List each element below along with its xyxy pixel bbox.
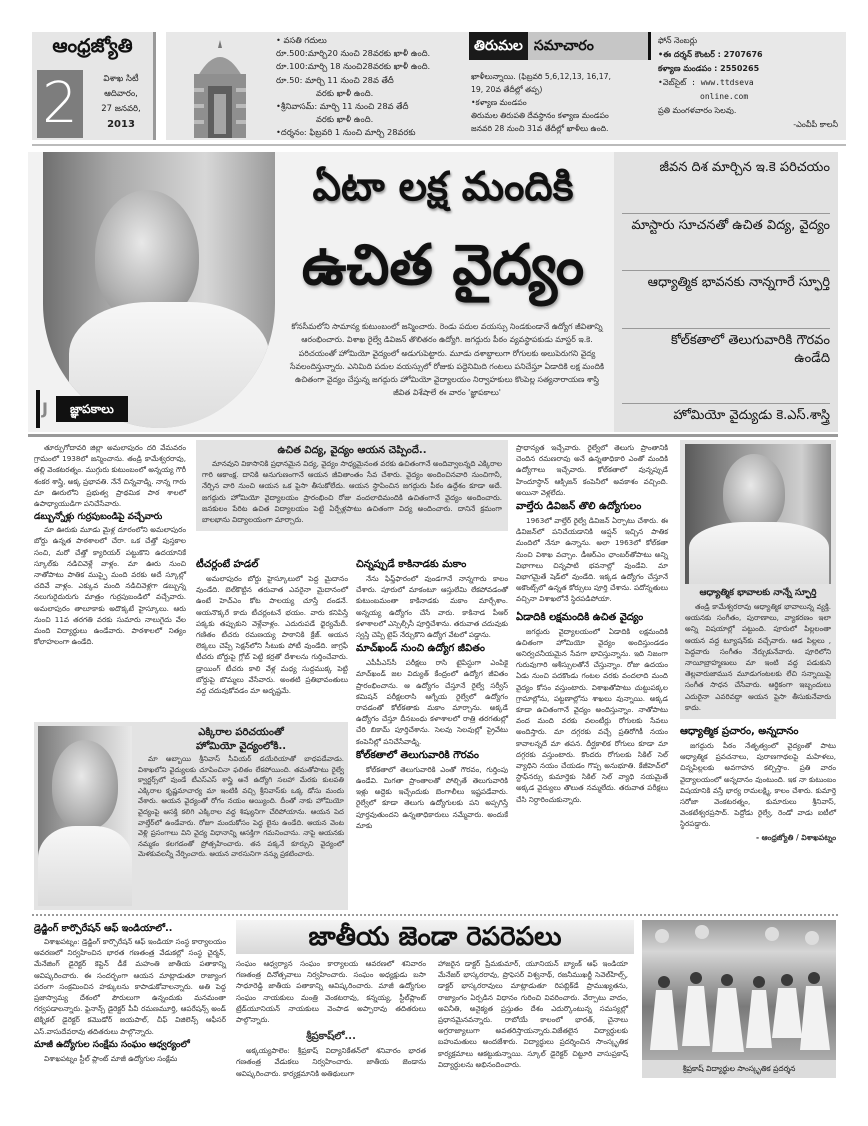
info-line: •కళ్యాణ మండపం bbox=[471, 98, 527, 107]
phone-line: •ఈ దర్శన్ కౌంటర్ : 2707676 bbox=[658, 50, 763, 59]
flag-col1 bbox=[236, 958, 426, 1079]
box-title: ఉచిత విద్య, వైద్యం ఆయన చెప్పిందే.. bbox=[277, 445, 427, 456]
inset-title-2: హోమియో వైద్యంలోకి.. bbox=[195, 741, 287, 752]
portrait-photo bbox=[43, 152, 275, 428]
paragraph: అమలాపురం బోర్డు హైస్కూలులో పెద్ద మైదానం వుండేది. బెల్‌కొట్టిన తరువాత ఎవరైనా మైదానంలో ఉంటే హెచ్‌ఎం కోట పాలయ్య చూస్తే దండనే. ఆయనొక్కరే కాదు టీచర్లంటనే భయం. వారు కనిపిస్తే పక్కకు తప్పుకుని వెళ్లేవాళ్లం. ఎదురుపడే ధైర్యమేదీ. గణితం టీచరు రమణయ్య పాఠానికి క్రేజ్. ఆయన లెక్కలు చెప్పే సెక్షన్‌లోని సీటుకు పోటీ వుండేది. జాగ్రఫీ టీచరు బోర్డుపై గ్లోబ్ పెట్టి కర్రతో దేశాలను గుర్తించేవారు. డ్రాయింగ్ టీచరు కాలి వేళ్ల మధ్య సుద్దముక్క పెట్టి బోర్డుపై బొమ్మలు వేసేవారు. అంతటి ప్రతిభావంతులు వద్ద చదువుకోవడం మా అదృష్టమే. bbox=[196, 574, 348, 696]
paragraph: తూర్పుగోదావరి జిల్లా అమలాపురం దరి వేమవరం గ్రామంలో 1938లో జన్మించాను. తండ్రి కామేశ్వరరావు, తల్లి వెంకటరత్నం. ముగ్గురు కుటుంబంలో అన్నయ్య గౌరీ శంకర శాస్త్రి, అక్క ప్రభావతి. నేనే చిన్నవాడ్ని. నాన్న గారు మా ఊరులోని ప్రభుత్వ ప్రాథమిక పాఠ శాలలో ఉపాధ్యాయుడిగా పనిచేసేవారు. bbox=[34, 443, 186, 509]
info-line: రూ.50: మార్చి 11 నుంచి 28వ తేదీ bbox=[276, 74, 394, 85]
highlight-item: ఆధ్యాత్మిక భావనకు నాన్నగారే స్ఫూర్తి bbox=[622, 270, 830, 295]
dredging-article bbox=[34, 920, 226, 1064]
paragraph: హాజరైన డాక్టర్ ప్రేమకుమార్, యూనియన్ బ్యాంక్ ఆఫ్ ఇండియా మేనేజర్ భాస్కరరావు, ప్రొఫెసర్ విశ్వనాథ్, రజనీముఖర్జీ సెవెల్‌హిల్స్, డాక్టర్ భాస్కరరావులు మాట్లాడుతూ రిపబ్లిక్‌డే ప్రాముఖ్యతను, రాజ్యాంగం ఏర్పడిన విధానం గురించి వివరించారు. వేర్పాటు వాదం, అవినీతి, అనైక్యత ప్రస్తుతం దేశం ఎదుర్కొంటున్న సమస్యల్లో ప్రధానమైనవన్నారు. రాబోయే కాలంలో భారత్, చైనాలు అగ్రరాజ్యాలుగా అవతరిస్తాయన్నారు.విజేతలైన విద్యార్థులకు బహుమతులు అందజేశారు. విద్యార్థులు ప్రదర్శించిన సాంస్కృతిక కార్యక్రమాలు ఆకట్టుకున్నాయి. స్కూల్ డైరెక్టర్ చిట్టూరి వాసుప్రకాష్ విద్యార్థులను అభినందించారు. bbox=[438, 959, 628, 1069]
highlight-item: మాస్టారు సూచనతో ఉచిత విద్య, వైద్యం bbox=[622, 213, 830, 238]
section-letter: J bbox=[36, 390, 56, 428]
paragraph: జగద్గురు పీఠం నేతృత్వంలో వైద్యంతో పాటు ఆధ్యాత్మిక ప్రవచనాలు, పురాణగాథలపై మహిళలు, చిన్నపిల్లలకు అవగాహన కల్పిస్తాం. ప్రతి వారం వైద్యాలయంలో అన్నదానం వుంటుంది. ఇక నా కుటుంబం విషయానికి వస్తే భార్య రామలక్ష్మి, కాలం చేశారు. కుమార్తె సరోజా వెంకటరత్నం, కుమారులు శ్రీనివాస్, వెంకటేశ్వరప్రసాద్. పెద్దోడు రైల్వే, రెండో వాడు ఐటీలో స్థిరపడ్డారు. bbox=[680, 741, 836, 829]
tirumala-box bbox=[166, 32, 846, 140]
subheading: మాచ్‌ఖండ్ నుంచి ఉద్యోగ జీవితం bbox=[356, 643, 485, 655]
subheading: వాల్తేరు డివిజన్ తొలి ఉద్యోగులం bbox=[516, 501, 642, 513]
temple-image bbox=[178, 38, 262, 138]
flag-headline-bar bbox=[236, 920, 634, 954]
flag-headline: జాతీయ జెండా రెపరెపలు bbox=[308, 922, 562, 952]
info-line: రూ.100:మార్చి 18 నుంచి28వరకు ఖాళీ ఉంది. bbox=[276, 61, 431, 72]
paragraph: జగద్గురు వైద్యాలయంలో ఏడాదికి లక్షమందికి ఉచితంగా హోమియో వైద్యం అందిస్తుండడం అనిర్వచనీయమైన సేవగా భావిస్తున్నాను. ఇది నిజంగా గురువుగారి ఆశీస్సులతోనే చేస్తున్నాం. రోజు ఉదయం ఏడు నుంచి పదకొండు గంటల వరకు వందలాది మంది వైద్యం కోసం వస్తుంటారు. విశాఖతోపాటు చుట్టుపక్కల గ్రామాల్లోను, పట్టణాల్లోను శాఖలు వున్నాయి. అక్కడ కూడా ఉచితంగానే వైద్యం అందిస్తున్నాం. నాతోపాటు వంద మంది వరకు వలంటీర్లు రోగులకు సేవలు అందిస్తారు. మా దగ్గరకు వచ్చే ప్రతిరోగికీ నయం కావాలన్నదే మా తపన. దీర్ఘకాలిక రోగులు కూడా మా దగ్గరకు వస్తుంటారు. కొందరు రోగులకు సికిల్ సెల్ వ్యాధిని నయం చేయడం గొప్ప అనుభూతి. కేజీహెచ్‌లో స్టాఫ్‌నర్సు కుమార్తెకు సికిల్ సెల్ వ్యాధి నయమైతే అక్కడ వైద్యులు తొలుత నమ్మలేదు. తరువాత పరీక్షలు చేసి నిర్ధారించుకున్నారు. bbox=[516, 626, 668, 804]
subheading: ఆధ్యాత్మిక ప్రచారం, అన్నదానం bbox=[680, 726, 799, 738]
info-line: ఖాళీలున్నాయి. (ఫిబ్రవరి 5,6,12,13, 16,17, bbox=[471, 72, 611, 81]
portrait-photo-3 bbox=[38, 726, 132, 906]
event-photo bbox=[642, 920, 836, 1078]
photo-caption: శ్రీప్రకాష్ విద్యార్థుల సాంస్కృతిక ప్రదర్శన bbox=[642, 1060, 836, 1078]
headline-1: ఏటా లక్ష మందికి bbox=[312, 164, 574, 210]
edition: విశాఖ సిటీ bbox=[103, 74, 139, 84]
accommodation-title: • వసతి గదులు bbox=[276, 35, 327, 45]
section-tag bbox=[36, 390, 128, 428]
subheading: టీచర్లంటే హడల్ bbox=[196, 559, 259, 570]
paragraph: కోల్‌కతాలో తెలుగువారికి ఎంతో గౌరవం, గుర్తింపు ఉండేవి. మిగతా ప్రాంతాలతో పోల్చితే తెలుగువారికి ఇళ్లు అద్దెకు ఇచ్చేందుకు బెంగాలీలు ఇష్టపడేవారు. రైల్వేలో కూడా తెలుగు ఉద్యోగులకు పని అప్పగిస్తే పూర్తవుతుందని ఉన్నతాధికారులు నమ్మేవారు. అందుకే మాకు bbox=[356, 764, 508, 830]
box-text: మానవుని వికాసానికి ప్రధానమైన విద్య, వైద్యం సాధ్యమైనంత వరకు ఉచితంగానే అందివ్వాలన్నది ఎక్కిరాల గారి ఆకాంక్ష. దానికి అనుగుణంగానే ఆయన జీవితాంతం సేవ చేశారు. వైద్యం అందించినవారి నుంచిగానీ, నేర్పిన వారి నుంచి ఆయన ఒక పైసా తీసుకోలేదు. ఆయన స్థాపించిన జగద్గురు పీఠం ఉద్దేశం కూడా అదే. జగద్గురు హోమియో వైద్యాలయం ప్రారంభించి రోజు వందలాదిమందికి ఉచితంగానే వైద్యం అందించారు. జనకులం పేరిట ఉచిత విద్యాలయం పెట్టి ఏర్పేళ్లపాటు ఉచితంగా విద్య అందించారు. దానినే క్రమంగా బాలభాను విద్యాలయంగా మార్చారు. bbox=[202, 459, 502, 525]
date: 27 జనవరి, bbox=[101, 104, 141, 114]
inset-box bbox=[34, 722, 348, 910]
info-line: రూ.500:మార్చి20 నుంచి 28వరకు ఖాళీ ఉంది. bbox=[276, 48, 431, 59]
logo: ఆంధ్రజ్యోతి bbox=[52, 35, 133, 57]
article-col3 bbox=[356, 556, 508, 831]
info-line: 19, 20వ తేదీల్లో తప్ప) bbox=[471, 85, 543, 94]
sidebar-box bbox=[680, 440, 836, 719]
phone-line: కళ్యాణ మండపం : 2550265 bbox=[658, 64, 760, 73]
website-link-cont[interactable]: online.com bbox=[700, 92, 749, 101]
paragraph: సంఘం ఆధ్వర్యాన సంఘం కార్యాలయ ఆవరణలో శనివారం గణతంత్ర దినోత్సవాలు నిర్వహించారు. సంఘం అధ్యక్షుడు బసా సాధూరెడ్డి జాతీయ పతాకాన్ని ఆవిష్కరించారు. మాజీ ఉద్యోగుల సంఘం నాయకులు మంత్రి వెంకటరావు, కన్నయ్య, స్టీల్‌ప్లాంట్ ట్రేడ్‌యూనియన్ నాయకులు వెంపాడ అప్పారావు తదితరులు పాల్గొన్నారు. bbox=[236, 959, 426, 1025]
masthead bbox=[32, 32, 156, 140]
portrait-photo-2 bbox=[685, 444, 831, 584]
year: 2013 bbox=[107, 119, 135, 130]
inset-title-1: ఎక్కిరాల పరిచయంతో bbox=[198, 727, 284, 738]
info-line: వరకు ఖాళీ ఉంది. bbox=[316, 114, 374, 125]
subheading: ఏడాదికి లక్షమందికి ఉచిత వైద్యం bbox=[516, 611, 644, 623]
info-line: జనవరి 28 నుంచి 31వ తేదీల్లో ఖాళీలు ఉంది. bbox=[471, 124, 609, 133]
article-title: డ్రెడ్జింగ్ కార్పొరేషన్ ఆఫ్ ఇండియాలో.. bbox=[34, 923, 173, 934]
paragraph: మా ఊరుకు మూడు మైళ్ల దూరంలోని అమలాపురం బోర్డు ఉన్నత పాఠశాలలో చేరా. ఒక చేత్తో పుస్తకాల సంచి, మరో చేత్తో క్యారియర్ పట్టుకొని ఉదయానికే స్కూల్‌కు నడిచివెళ్లే వాళ్లం. మా ఊరు నుంచి నాతోపాటు పాతిక ముప్ఫై మంది వరకు అదే స్కూల్లో చదివే వాళ్లం. ఎక్కువ మంది నడిచివెళ్లగా డబ్బున్న నలుగురైదురుగు మాత్రం గుర్రపుబండిలో వచ్చేవారు. అమలాపురం తాలూకాకు అదొక్కటే హైస్కూలు. ఆరు నుంచి 11వ తరగతి వరకు సుమారు నాలుగైదు వేల మంది విద్యార్థులు ఉండేవారు. పాఠశాలలో నిత్యం కోలాహలంగా ఉండేది. bbox=[34, 525, 186, 647]
photo-caption: ఆధ్యాత్మిక భావాలకు నాన్నే స్ఫూర్తి bbox=[699, 588, 817, 598]
paragraph: ప్రాధాన్యత ఇచ్చేవారు. రైల్వేలో తెలుగు ప్రాంతానికి చెందిన రమణరావు అనే ఉన్నతాధికారి ఎంతో మందికి ఉద్యోగాలు ఇచ్చేవారు. కోల్‌కతాలో వున్నప్పుడే హిందూస్థాన్ ఆక్సిజన్ కంపెనీలో అవకాశం వచ్చింది. అయినా వెళ్లలేదు. bbox=[516, 443, 668, 497]
byline: - ఆంధ్రజ్యోతి / విశాఖపట్నం bbox=[755, 832, 836, 842]
info-line: వరకు ఖాళీ ఉంది. bbox=[316, 87, 374, 98]
phone-title: ఫోన్ నెంబర్లు bbox=[658, 36, 698, 45]
flag-col2 bbox=[438, 958, 628, 1070]
article-title: మాజీ ఉద్యోగుల సంక్షేమ సంఘం ఆధ్వర్యంలో bbox=[34, 1039, 190, 1050]
info-line: •శ్రీనివాసమ్: మార్చి 11 నుంచి 28వ తేదీ bbox=[276, 101, 409, 112]
subheading: డబ్బున్నోళ్లు గుర్రపుబండిపై వచ్చేవారు bbox=[34, 512, 163, 523]
page-number: 2 bbox=[37, 70, 83, 138]
highlight-item: హోమియో వైద్యుడు కె.ఎస్.శాస్త్రి bbox=[622, 403, 830, 428]
subheading: కోల్‌కతాలో తెలుగువారికి గౌరవం bbox=[356, 749, 479, 761]
sidebar-text: తండ్రి కామేశ్వరరావు ఆధ్యాత్మిక భావాలున్న వ్యక్తి. ఆయనకు సంగీతం, పురాణాలు, వ్యాకరణం ఇలా అన్ని విషయాల్లో పట్టుంది. పూరులో పిల్లలంతా ఆయన వద్ద ట్యూషన్‌కు వచ్చేవారు. ఆడ పిల్లలు , పెద్దవారు సంగీతం నేర్చుకునేవారు. పూరిలోని నాయీబ్రాహ్మణులు మా ఇంటి వద్ద పడుకుని తెల్లవారుజామున మూడుగంటలకు లేచి సన్నాయిపై సంగీత సాధన చేసేవారు. ఆర్థికంగా ఇబ్బందులు ఎదురైనా ఎవరివద్దా ఆయన పైసా తీసుకునేవారు కాదు. bbox=[685, 602, 831, 712]
article-col4 bbox=[516, 442, 668, 805]
highlight-item: జీవన దిశ మార్చిన ఇ.కె పరిచయం bbox=[659, 160, 830, 175]
banner-dark: తిరుమల bbox=[469, 32, 528, 60]
subheading: చిన్నప్పుడే కాకినాడకు మకాం bbox=[356, 559, 467, 570]
info-line: తిరుమల తిరుపతి దేవస్థానం కళ్యాణ మండపం bbox=[471, 111, 609, 120]
website-link[interactable]: •వెబ్‌సైట్ : www.ttdseva bbox=[658, 78, 754, 87]
section-label: జ్ఞాపకాలు bbox=[56, 396, 128, 422]
tirumala-banner bbox=[469, 32, 651, 60]
banner-light: సమాచారం bbox=[528, 32, 648, 60]
paragraph: విశాఖపట్నం స్టీల్ ప్లాంట్ మాజీ ఉద్యోగుల సంక్షేమ bbox=[44, 1053, 178, 1063]
inset-text: మా అబ్బాయి శ్రీనివాస్ సీవియర్ డయేరియాతో బాధపడేవాడు. విశాఖలోని వైద్యులకు చూపించినా ఫలితం లేకపోయింది. తమతోపాటు రైల్వే క్వార్టర్స్‌లో వుండే టీఎస్ఎస్ శాస్త్రి అనే ఉద్యోగి సలహా మేరకు కులపతి ఎక్కిరాల కృష్ణమాచార్య మా ఇంటికి వచ్చి శ్రీనివాస్‌కు ఒక్క డోసు మందు వేశారు. ఆయన వైద్యంతో రోగం నయం అయ్యింది. దీంతో నాకు హోమియో వైద్యంపై ఆసక్తి కలిగి ఎక్కిరాల వద్ద శిష్యునిగా చేరిపోయాను. ఆయన పెద వాల్తేర్‌లో ఉండేవారు. రోజూ మందుకోసం పెద్ద లైను ఉండేది. ఆయన వెంట వెళ్లి ప్రసంగాలు విని వైద్య విధానాన్ని ఆసక్తిగా గమనించాను. నాపై ఆయనకు నమ్మకం కలగడంతో ప్రోత్సహించారు. తన పక్కనే కూర్చుని వైద్యంలో మెళకువలన్నీ నేర్పించారు. ఆయన వారసునిగా నన్ను ప్రకటించారు. bbox=[138, 755, 344, 859]
paragraph: ఎపీపీఎస్‌సీ పరీక్షలు రాసి టైపిస్టుగా ఎంపికై మాచ్‌ఖండ్ జల విద్యుత్ కేంద్రంలో ఉద్యోగ జీవితం ప్రారంభించాను. ఆ ఉద్యోగం చేస్తూనే రైల్వే సర్వీస్ కమిషన్ పరీక్షలరాసి ఆగ్నేయ రైల్వేలో ఉద్యోగం రావడంతో కోల్‌కతాకు మకాం మార్చాను. అక్కడే ఉద్యోగం చేస్తూ దీనబంధు కళాశాలలో రాత్రి తరగతుల్లో చేరి బికామ్ పూర్తిచేశాను. సెలవు సెలవుల్లో ప్రైవేటు కంపెనీల్లో పనిచేసేవాడ్ని. bbox=[356, 658, 508, 746]
feature-header bbox=[28, 152, 838, 432]
article-col5 bbox=[680, 440, 836, 843]
highlight-box bbox=[196, 440, 508, 531]
article-col2 bbox=[196, 556, 348, 696]
paragraph: అక్కయ్యపాలెం: శ్రీప్రకాష్ విద్యానికేతన్‌లో శనివారం భారత గణతంత్ర వేడుకలు నిర్వహించారు. జాతీయ జెండాను ఆవిష్కరించారు. కార్యక్రమానికి అతిథులుగా bbox=[236, 1046, 426, 1078]
side-highlights bbox=[614, 152, 838, 432]
paragraph: 1963లో వాల్తేర్ రైల్వే డివిజన్ ఏర్పాటు చేశారు. ఈ డివిజన్‌లో పనిచేయడానికి ఆప్షన్ ఇచ్చిన పాతిక మందిలో నేనూ ఉన్నాను. అలా 1963లో కోల్‌కతా నుంచి విశాఖ వచ్చాం. డీఆర్‌ఎం ఛాంబర్‌తోపాటు అన్ని విభాగాలు చిన్నపాటి భవనాల్లో వుండేవి. మా విభాగమైతే షెడ్‌లో వుండేది. ఇక్కడ ఉద్యోగం చేస్తూనే అకౌంట్స్‌లో ఉన్నత కోర్సులు పూర్తి చేశాను. పదోన్నతులు వచ్చినా విశాఖలోనే స్థిరపడిపోయా. bbox=[516, 516, 668, 604]
sriprakash-title: శ్రీప్రకాష్‌లో... bbox=[306, 1031, 356, 1043]
weekday: ఆదివారం, bbox=[104, 89, 138, 99]
article-col1 bbox=[34, 442, 186, 647]
highlight-item: కోల్‌కతాలో తెలుగువారికి గౌరవం ఉండేది bbox=[622, 328, 830, 371]
headline-2: ఉచిత వైద్యం bbox=[301, 233, 585, 298]
paragraph: నేను ఫిఫ్త్‌ఫారంలో వుండగానే నాన్నగారు కాలం చేశారు. పూరులో మాకంటూ ఆస్తులేమి లేకపోవడంతో కుటుంబమంతా కాకినాడకు మకాం మార్చేశాం. అన్నయ్య ఉద్యోగం చేసే వారు. కాకినాడ పీఆర్ కళాశాలలో ఎస్సెల్సీసీ పూర్తిచేశాను. తరువాత చదువుకు స్వస్తి చెప్పి టైప్ నేర్చుకొని ఉద్యోగ వేటలో పడ్డాను. bbox=[356, 574, 508, 640]
paragraph: విశాఖపట్నం: డ్రెడ్జింగ్ కార్పొరేషన్ ఆఫ్ ఇండియా సంస్థ కార్యాలయం ఆవరణలో నిర్వహించిన భారత గణతంత్ర వేడుకల్లో సంస్థ చైర్మన్, మేనేజింగ్ డైరెక్టర్ కెప్టెన్ డీకే మహంతి జాతీయ పతాకాన్ని ఆవిష్కరించారు. ఈ సందర్భంగా ఆయన మాట్లాడుతూ రాజ్యాంగ పరంగా సంక్రమించిన హక్కులను కాపాడుకోవాలన్నారు. అతి పెద్ద ప్రజాస్వామ్య దేశంలో పౌరులుగా ఉన్నందుకు మనమంతా గర్వపడాలన్నారు. ఫైనాన్స్ డైరెక్టర్ పీవీ రమణమూర్తి, ఆపరేషన్స్ అండ్ టెక్నికల్ డైరెక్టర్ కమొడోర్ జయపాల్, చీఫ్ విజిలెన్స్ ఆఫీసర్ ఎస్.వాసుదేవరావు తదితరులు పాల్గొన్నారు. bbox=[34, 937, 226, 1036]
info-line: •దర్శనం: ఫిబ్రవరి 1 నుంచి మార్చి 28వరకు bbox=[276, 127, 416, 138]
intro-text: కోనసీమలోని సామాన్య కుటుంబంలో జన్మించారు. రెండు పదుల వయస్సు నిండకుండానే ఉద్యోగ జీవితాన్ని ఆరంభించారు. విశాఖ రైల్వే డివిజన్ తొలితరం ఉద్యోగి. జగద్గురు పీఠం వ్యవస్థాపకుడు మాస్టర్ ఇ.కె. పరిచయంతో హోమియో వైద్యంలో అడుగుపెట్టారు. మూడు దశాబ్దాలుగా రోగులకు అలుపెరుగని వైద్య సేవలందిస్తున్నారు. ఎనిమిది పదుల వయస్సులో రోజుకు పద్దెనిమిది గంటలు పనిచేస్తూ ఏడాదికి లక్ష మందికి ఉచితంగా వైద్యం చేస్తున్న జగద్గురు హోమియో వైద్యాలయం నిర్వాహకులు కొంపెల్ల సత్యనారాయణ శాస్త్రి జీవిత విశేషాలే ఈ వారం 'జ్ఞాపకాలు' bbox=[289, 322, 605, 398]
signoff: -ఎంవీపీ కాలనీ bbox=[793, 120, 838, 129]
phone-line: ప్రతి మంగళవారం సెలవు. bbox=[658, 106, 737, 115]
